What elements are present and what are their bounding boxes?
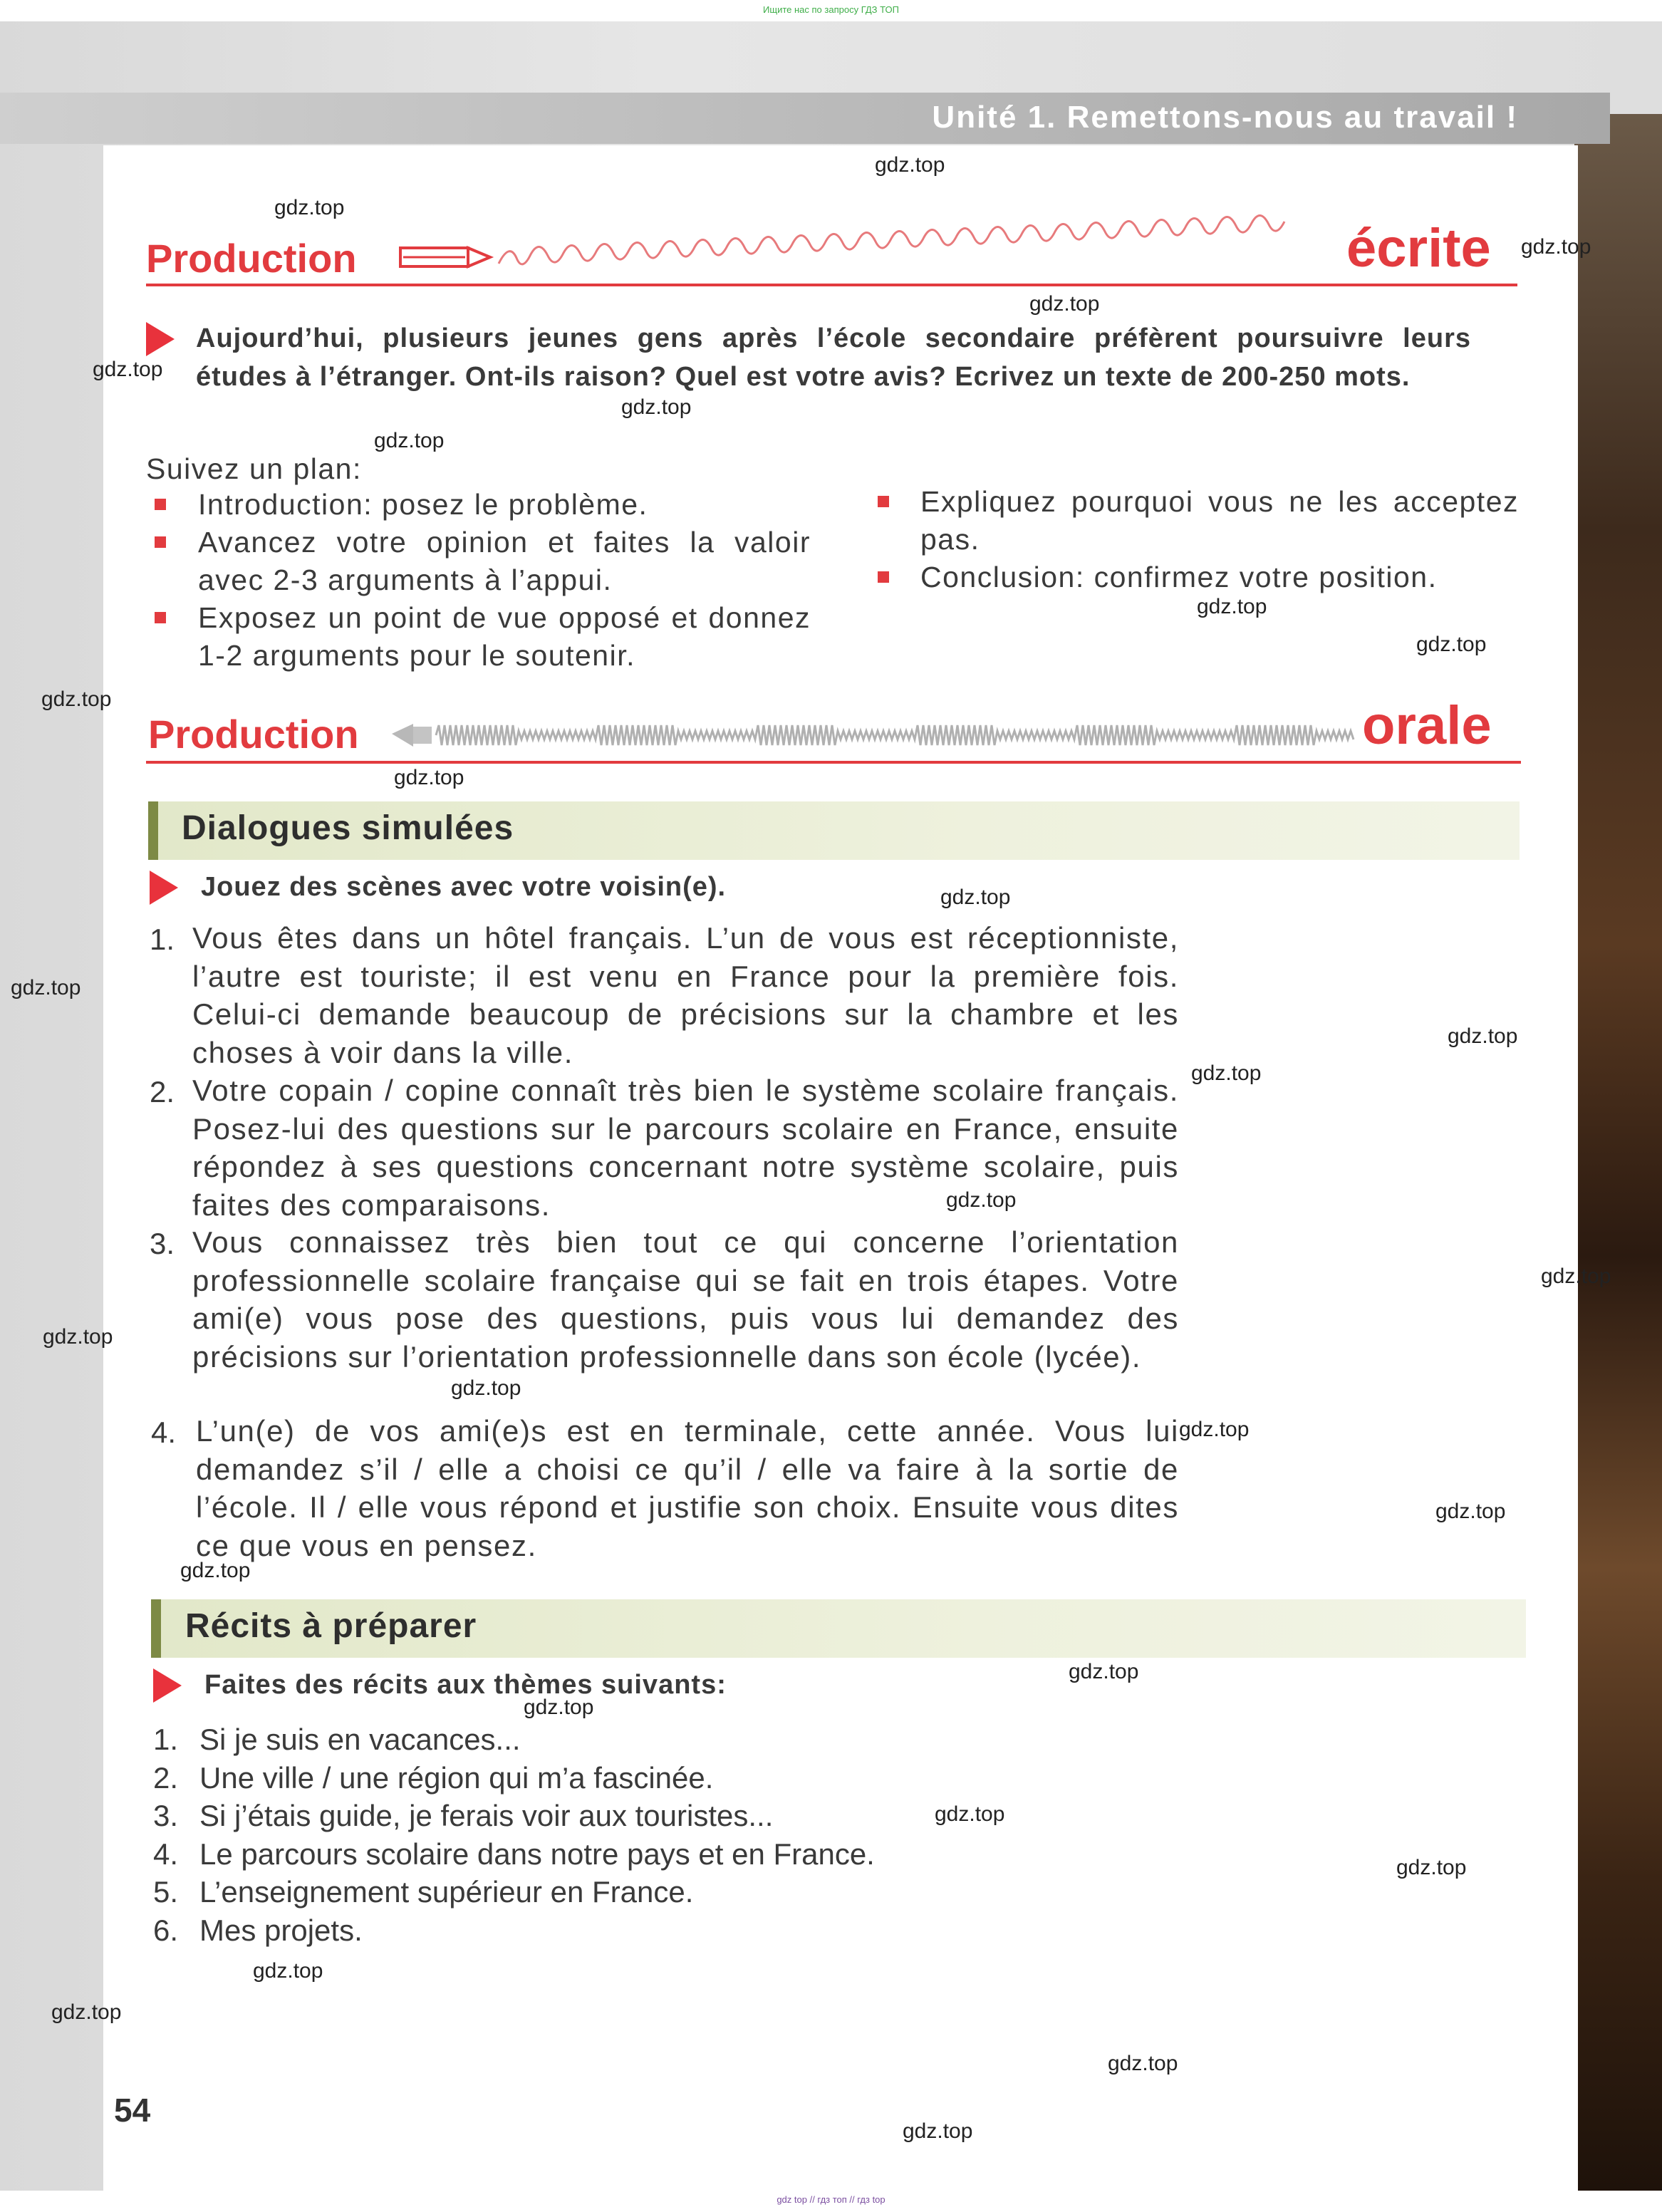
watermark-label: gdz.top (180, 1559, 251, 1582)
dialogue-number: 2. (150, 1075, 175, 1108)
task-arrow-icon (146, 322, 175, 356)
dialogues-title: Dialogues simulées (182, 809, 514, 847)
dialogue-number: 1. (150, 923, 175, 956)
recit-number: 4. (153, 1837, 179, 1871)
recit-number: 1. (153, 1723, 179, 1756)
watermark-label: gdz.top (935, 1802, 1005, 1826)
watermark-label: gdz.top (253, 1959, 323, 1983)
unit-title: Unité 1. Remettons-nous au travail ! (932, 100, 1518, 135)
watermark-label: gdz.top (1191, 1061, 1262, 1085)
watermark-label: gdz.top (903, 2119, 973, 2143)
watermark-label: gdz.top (524, 1696, 594, 1719)
watermark-label: gdz.top (621, 395, 692, 419)
watermark-label: gdz.top (940, 886, 1011, 909)
watermark-label: gdz.top (274, 196, 345, 219)
watermark-label: gdz.top (451, 1376, 521, 1400)
watermark-label: gdz.top (374, 429, 445, 452)
megaphone-wave-icon (385, 714, 1361, 757)
dialogues-arrow-icon (150, 871, 178, 905)
plan-intro: Suivez un plan: (146, 452, 362, 485)
recit-number: 6. (153, 1913, 179, 1947)
plan-left-item: Exposez un point de vue opposé et donnez 1-2 arguments pour le soutenir. (198, 601, 811, 672)
recits-instruction: Faites des récits aux thèmes suivants: (204, 1670, 727, 1700)
page-number: 54 (114, 2092, 151, 2129)
dialogue-number: 4. (151, 1416, 177, 1449)
watermark-label: gdz.top (51, 2000, 122, 2024)
bullet-icon (878, 496, 889, 507)
watermark-label: gdz.top (1069, 1660, 1139, 1683)
recit-number: 2. (153, 1760, 179, 1795)
ecrite-heading-rule (146, 284, 1517, 286)
production-ecrite-heading-left: Production (146, 236, 357, 281)
recit-item: Si j’étais guide, je ferais voir aux touristes... (199, 1799, 774, 1832)
dialogue-item: Vous êtes dans un hôtel français. L’un de vous est réceptionniste, l’autre est touriste; il est venu en France pour la première fois. Celui-ci demande beaucoup de précisions sur la chambre et les choses à voir dans la ville. (192, 921, 1179, 1069)
watermark-label: gdz.top (93, 358, 163, 381)
bottom-footer-note: gdz top // гдз топ // гдз top (777, 2194, 885, 2205)
pencil-scribble-icon (399, 235, 1325, 285)
dialogues-instruction: Jouez des scènes avec votre voisin(e). (201, 872, 727, 902)
recit-item: Le parcours scolaire dans notre pays et en France. (199, 1837, 875, 1871)
watermark-label: gdz.top (875, 153, 945, 177)
top-search-note: Ищите нас по запросу ГДЗ ТОП (763, 4, 899, 15)
right-edge-photo (1574, 114, 1662, 2191)
ecrite-task: Aujourd’hui, plusieurs jeunes gens après l’école secondaire préfèrent poursuivre leurs études à l’étranger. Ont-ils raison? Quel est votre avis? Ecrivez un texte de 200-250 mots. (196, 323, 1471, 392)
plan-right-item: Conclusion: confirmez votre position. (920, 561, 1438, 593)
dialogue-item: Votre copain / copine connaît très bien le système scolaire français. Posez-lui des questions sur le parcours scolaire en France, ensuite répondez à ses questions concernant notre système scolaire, puis faites des comparaisons. (192, 1074, 1179, 1222)
watermark-label: gdz.top (43, 1325, 113, 1349)
watermark-label: gdz.top (1435, 1500, 1506, 1523)
watermark-label: gdz.top (1396, 1856, 1467, 1879)
recit-item: L’enseignement supérieur en France. (199, 1875, 694, 1909)
recit-item: Si je suis en vacances... (199, 1723, 521, 1756)
watermark-label: gdz.top (1108, 2052, 1178, 2075)
watermark-label: gdz.top (1416, 633, 1487, 656)
plan-left-item: Introduction: posez le problème. (198, 488, 648, 521)
recits-title: Récits à préparer (185, 1607, 477, 1645)
plan-right-item: Expliquez pourquoi vous ne les acceptez pas. (920, 485, 1519, 556)
plan-left-item: Avancez votre opinion et faites la valoir avec 2-3 arguments à l’appui. (198, 526, 811, 596)
watermark-label: gdz.top (1179, 1418, 1250, 1441)
bullet-icon (155, 499, 166, 510)
watermark-label: gdz.top (1029, 292, 1100, 316)
recits-section-bar (151, 1599, 161, 1658)
orale-heading-rule (146, 761, 1521, 764)
watermark-label: gdz.top (946, 1188, 1017, 1212)
watermark-label: gdz.top (394, 766, 464, 789)
dialogue-item: Vous connaissez très bien tout ce qui concerne l’orientation professionnelle scolaire française qui se fait en trois étapes. Votre ami(e) vous pose des questions, puis vous lui demandez des précisions sur l’orientation professionnelle dans son école (lycée). (192, 1225, 1179, 1374)
watermark-label: gdz.top (1197, 595, 1267, 618)
recit-item: Une ville / une région qui m’a fascinée. (199, 1760, 714, 1795)
watermark-label: gdz.top (41, 687, 112, 711)
bullet-icon (878, 571, 889, 583)
production-orale-heading-right: orale (1362, 695, 1492, 756)
production-ecrite-heading-right: écrite (1346, 218, 1491, 279)
recit-number: 3. (153, 1799, 179, 1832)
watermark-label: gdz.top (11, 976, 81, 999)
recits-arrow-icon (153, 1668, 182, 1703)
bullet-icon (155, 536, 166, 548)
dialogue-item: L’un(e) de vos ami(e)s est en terminale, cette année. Vous lui demandez s’il / elle a choisi ce qu’il / elle va faire à la sortie de l’école. Il / elle vous répond et justifie son choix. Ensuite vous dites ce que vous en pensez. (196, 1414, 1179, 1562)
bullet-icon (155, 612, 166, 623)
dialogue-number: 3. (150, 1227, 175, 1260)
recit-item: Mes projets. (199, 1913, 363, 1947)
dialogues-section-bar (148, 801, 158, 860)
recit-number: 5. (153, 1875, 179, 1909)
watermark-label: gdz.top (1541, 1265, 1611, 1288)
watermark-label: gdz.top (1521, 235, 1591, 259)
production-orale-heading-left: Production (148, 712, 359, 757)
watermark-label: gdz.top (1448, 1024, 1518, 1048)
